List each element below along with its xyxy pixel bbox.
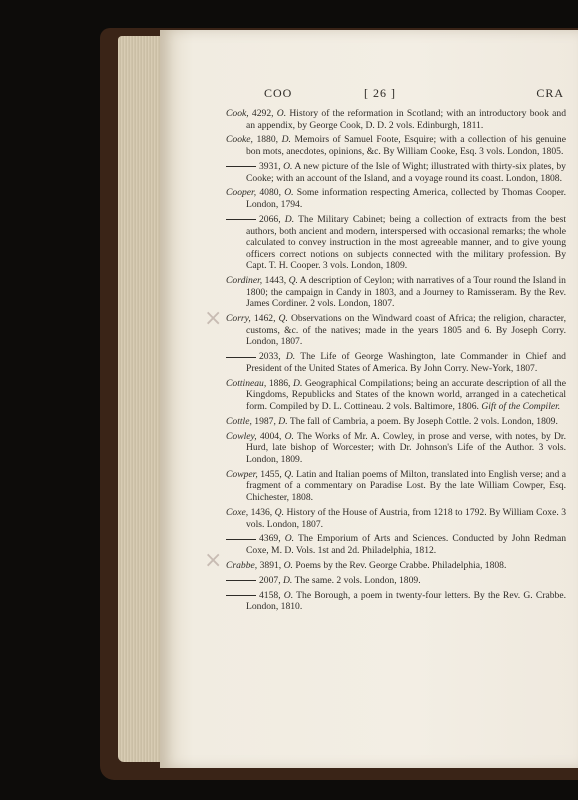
- author-name: Cooper,: [226, 187, 257, 199]
- catalog-number: 2033,: [259, 351, 281, 363]
- catalog-number: 3931,: [259, 160, 281, 172]
- catalog-number: 2007,: [259, 574, 281, 586]
- ditto-rule: [226, 357, 256, 358]
- catalog-number: 1987,: [254, 415, 276, 427]
- entry-text: The same. 2 vols. London, 1809.: [294, 574, 421, 586]
- ditto-rule: [226, 219, 256, 220]
- catalog-entry: [226, 507, 566, 530]
- catalog-number: 1880,: [256, 134, 279, 146]
- catalog-number: 1886,: [268, 377, 291, 389]
- catalog-entry: [226, 378, 566, 413]
- catalog-number: 1455,: [260, 468, 282, 480]
- author-name: Crabbe,: [226, 559, 258, 571]
- author-name: Cottle,: [226, 415, 252, 427]
- catalog-entry: [226, 108, 566, 131]
- format: O.: [283, 559, 293, 571]
- format: O.: [276, 108, 287, 119]
- format: D.: [284, 213, 295, 225]
- catalog-entry: [226, 187, 566, 210]
- catalog-entry: [226, 431, 566, 466]
- entry-text: The fall of Cambria, a poem. By Joseph Cottle. 2 vols. London, 1809.: [289, 415, 558, 427]
- format: O.: [284, 533, 295, 545]
- running-header: [226, 86, 564, 102]
- catalog-number: 3891,: [259, 559, 282, 571]
- catalog-entry: [226, 351, 566, 374]
- catalog-number: 4158,: [259, 589, 281, 601]
- format: Q.: [278, 313, 288, 325]
- catalog-entry: [226, 533, 566, 556]
- author-name: Cowper,: [226, 468, 258, 480]
- author-name: Cowley,: [226, 430, 257, 442]
- catalog-number: 1462,: [253, 313, 276, 325]
- page-number: [ 26 ]: [364, 86, 396, 100]
- format: D.: [278, 415, 288, 427]
- format: Q.: [274, 506, 284, 518]
- author-name: Cooke,: [226, 134, 253, 146]
- author-name: Cottineau,: [226, 377, 267, 389]
- author-name: Corry,: [226, 313, 251, 325]
- format: Q.: [288, 275, 298, 287]
- format: Q.: [284, 468, 294, 480]
- format: D.: [283, 574, 293, 586]
- format: D.: [293, 377, 303, 389]
- author-name: Coxe,: [226, 506, 249, 518]
- entry-note: Gift of the Compiler.: [481, 401, 561, 413]
- catalog-entry: [226, 134, 566, 157]
- catalog-number: 1436,: [250, 506, 273, 518]
- header-left: COO: [264, 86, 293, 100]
- ditto-rule: [226, 166, 256, 167]
- catalog-entry: [226, 275, 566, 310]
- author-name: Cordiner,: [226, 275, 263, 287]
- entry-text: History of the House of Austria, from 1218 to 1792. By William Coxe. 3 vols. London, 1807.: [246, 506, 566, 530]
- catalog-number: 4369,: [259, 533, 281, 545]
- entry-text: The Life of George Washington, late Commander in Chief and President of the United States of America. By John Corry. New-York, 1807.: [246, 351, 566, 374]
- catalog-number: 4004,: [259, 430, 282, 442]
- pencil-mark: ×: [204, 548, 223, 573]
- entry-text: The Military Cabinet; being a collection of extracts from the best authors, both ancient and modern, interspersed with occasional remarks; the whole calculated to convey instruction in the most agreeable manner, and to give young officers correct notions on subjects connected with the military profession. By Capt. T. H. Cooper. 3 vols. London, 1809.: [246, 213, 566, 272]
- ditto-rule: [226, 595, 256, 596]
- ditto-rule: [226, 580, 256, 581]
- format: O.: [283, 160, 293, 172]
- entry-text: The Works of Mr. A. Cowley, in prose and verse, with notes, by Dr. Hurd, late bishop of Worcester; with Dr. Johnson's Life of the Author. 3 vols. London, 1809.: [246, 430, 566, 465]
- catalog-entry: [226, 313, 566, 348]
- entry-text: A description of Ceylon; with narratives of a Tour round the Island in 1800; the campaign in Candy in 1803, and a Journey to Ramisseram. By the Rev. James Cordiner. 2 vols. London, 1807.: [246, 275, 566, 310]
- catalog-number: 2066,: [259, 213, 281, 225]
- pencil-mark: ×: [204, 306, 223, 331]
- entry-text: Observations on the Windward coast of Africa; the religion, character, customs, &c. of the natives; made in the years 1805 and 6. By Joseph Corry. London, 1807.: [246, 313, 566, 348]
- entry-text: A new picture of the Isle of Wight; illustrated with thirty-six plates, by Cooke; with an account of the Island, and a voyage round its coast. London, 1808.: [246, 160, 566, 184]
- catalog-entry: [226, 590, 566, 613]
- entry-text: Latin and Italian poems of Milton, translated into English verse; and a fragment of a commentary on Paradise Lost. By the late William Cowper, Esq. Chichester, 1808.: [246, 468, 567, 504]
- page-edges: [118, 36, 164, 762]
- format: D.: [281, 134, 291, 146]
- catalog-entries: [226, 108, 566, 616]
- catalog-number: 1443,: [264, 275, 287, 287]
- format: D.: [285, 351, 296, 363]
- catalog-entry: [226, 560, 566, 572]
- entry-text: Memoirs of Samuel Foote, Esquire; with a collection of his genuine bon mots, anecdotes, opinions, &c. By William Cooke, Esq. 3 vols. London, 1805.: [246, 134, 566, 158]
- header-right: CRA: [536, 86, 564, 100]
- entry-text: The Emporium of Arts and Sciences. Conducted by John Redman Coxe, M. D. Vols. 1st and 2d. Philadelphia, 1812.: [246, 533, 567, 557]
- catalog-entry: [226, 214, 566, 272]
- catalog-number: 4080,: [259, 187, 281, 199]
- entry-text: Some information respecting America, collected by Thomas Cooper. London, 1794.: [246, 187, 566, 211]
- author-name: Cook,: [226, 108, 249, 119]
- entry-text: Geographical Compilations; being an accurate description of all the Kingdoms, Republicks and States of the known world, arranged in a catechetical form. Compiled by D. L. Cottineau. 2 vols. Baltimore, 1806.: [246, 377, 566, 413]
- entry-text: Poems by the Rev. George Crabbe. Philadelphia, 1808.: [295, 559, 507, 571]
- entry-text: The Borough, a poem in twenty-four letters. By the Rev. G. Crabbe. London, 1810.: [246, 589, 566, 613]
- catalog-entry: [226, 575, 566, 587]
- format: O.: [284, 430, 294, 442]
- catalog-number: 4292,: [251, 108, 274, 119]
- ditto-rule: [226, 539, 256, 540]
- format: O.: [283, 589, 294, 601]
- catalog-entry: [226, 161, 566, 184]
- catalog-entry: [226, 469, 566, 504]
- catalog-entry: [226, 416, 566, 428]
- entry-text: History of the reformation in Scotland; with an introductory book and an appendix, by George Cook, D. D. 2 vols. Edinburgh, 1811.: [246, 108, 566, 131]
- format: O.: [284, 187, 294, 199]
